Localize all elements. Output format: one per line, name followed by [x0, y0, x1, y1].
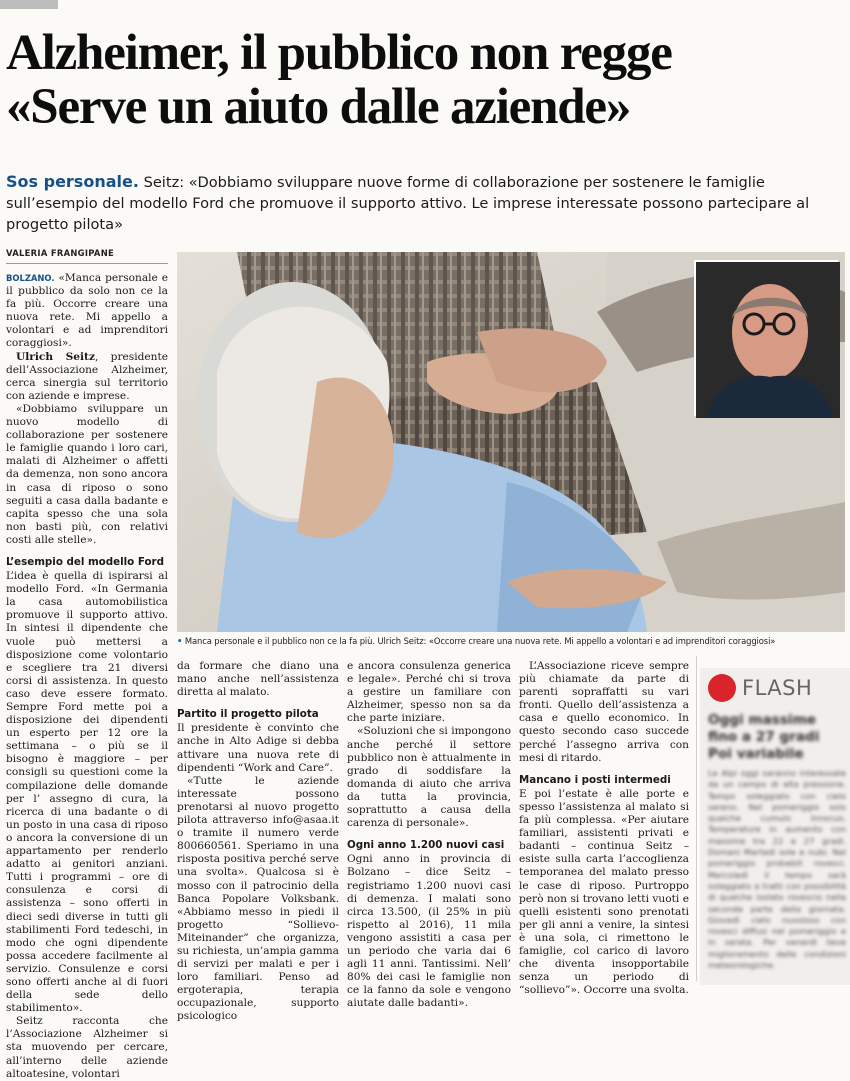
article-column-4: [519, 660, 689, 997]
paragraph: E poi l’estate è alle porte e spesso l’assistenza al malato si fa più complessa. «Per aiutare familiari, assistenti privati e badanti – continua Seitz – esiste sulla carta l’accoglienza temporanea del malato presso le case di riposo. Purtroppo però non si trovano letti vuoti e quelli esistenti sono prenotati per gli anni a venire, la sintesi è una sola, ci rimettono le famiglie, col carico di lavoro che diventa insopportabile senza un periodo di “sollievo”». Occorre una svolta.: [519, 787, 689, 997]
subheadline: [6, 171, 842, 235]
paragraph: Il presidente è convinto che anche in Alto Adige si debba attivare una nuova rete di dipendenti “Work and Care”.: [177, 722, 339, 774]
article-photo: [177, 252, 845, 632]
flash-news-box: [700, 668, 850, 985]
subheadline-kicker: Sos personale.: [6, 172, 139, 191]
paragraph: Ulrich Seitz, presidente dell’Associazione Alzheimer, cerca sinergia sul territorio con aziende e imprese.: [6, 350, 168, 402]
paragraph: «Soluzioni che si impongono anche perché il settore pubblico non è attualmente in grado di soddisfare la domanda di aiuto che arriva da tutta la provincia, soprattutto a causa della carenza di personale».: [347, 725, 511, 830]
flash-label: FLASH: [742, 676, 813, 700]
paragraph: L’idea è quella di ispirarsi al modello Ford. «In Germania la casa automobilistica promuove il supporto attivo. In sintesi il dipendente che vuole può mettersi a disposizione come volontario e scegliere tra 21 diversi corsi di assistenza. In questo caso deve essere formato. Sempre Ford mette poi a disposizione dei dipendenti un esperto per 12 ore la settimana – o più se il bisogno è maggiore – per consigli su questioni come la compilazione delle domande per l’ assegno di cura, la ricerca di una badante o di un posto in una casa di riposo o ancora la conversione di un appartamento per renderlo adatto ai genitori anziani. Tutti i programmi – ore di consulenza e corsi di assistenza – sono offerti in dieci sedi diverse in tutti gli stabilimenti Ford tedeschi, in modo che ogni dipendente possa accedere facilmente al servizio. Consulenze e corsi sono offerti anche al di fuori della sede dello stabilimento».: [6, 570, 168, 1015]
section-heading: L’esempio del modello Ford: [6, 555, 164, 568]
ulrich-seitz-portrait: [696, 262, 840, 418]
article-column-3: [347, 660, 511, 1010]
paragraph: «Tutte le aziende interessate possono prenotarsi al nuovo progetto pilota attraverso info@asaa.it o tramite il numero verde 800660561. Speriamo in una risposta positiva perché serve una svolta». Qualcosa si è mosso con il patrocinio della Banca Popolare Volksbank. «Abbiamo messo in piedi il progetto “Sollievo-Miteinander” che organizza, su richiesta, un’ampia gamma di servizi per malati e per i loro familiari. Penso ad ergoterapia, terapia occupazionale, supporto psicologico: [177, 774, 339, 1023]
section-tab: [0, 0, 58, 9]
headline: [6, 26, 846, 134]
paragraph: e ancora consulenza generica e legale». Perché chi si trova a gestire un familiare con Alzheimer, spesso non sa da che parte iniziare.: [347, 660, 511, 725]
paragraph: Ogni anno in provincia di Bolzano – dice Seitz – registriamo 1.200 nuovi casi di demenza. I malati sono circa 13.500, (il 25% in più rispetto al 2016), 11 mila vengono assistiti a casa per un periodo che varia dai 6 agli 11 anni. Tantissimi. Nell’ 80% dei casi le famiglie non ce la fanno da sole e vengono aiutate dalle badanti».: [347, 853, 511, 1010]
flash-body: Le Alpi oggi saranno interessate da un campo di alta pressione. Tempo soleggiato con cielo sereno. Nel pomeriggio solo qualche cumulo innocuo. Temperature in aumento con massime tra 22 e 27 gradi. Domani Martedì sole e nubi. Nel pomeriggio probabili rovesci. Mercoledì il tempo sarà soleggiato a tratti con possibilità di qualche isolato rovescio nella seconda parte della giornata. Giovedì cielo nuvoloso con rovesci diffusi nel pomeriggio e in serata. Per venerdì lieve miglioramento delle condizioni meteorologiche.: [708, 768, 846, 971]
paragraph: L’Associazione riceve sempre più chiamate da parte di parenti sopraffatti su vari fronti. Quello dell’assistenza a casa e quello economico. In questo secondo caso succede perché l’assegno arriva con mesi di ritardo.: [519, 660, 689, 764]
portrait-inset: [694, 260, 838, 416]
paragraph: da formare che diano una mano anche nell’assistenza diretta al malato.: [177, 660, 339, 699]
byline: VALERIA FRANGIPANE: [6, 248, 168, 264]
dateline: BOLZANO.: [6, 273, 55, 283]
paragraph: BOLZANO. «Manca personale e il pubblico da solo non ce la fa più. Occorre creare una nuova rete. Mi appello a volontari e ad imprenditori coraggiosi».: [6, 272, 168, 350]
paragraph: Seitz racconta che l’Associazione Alzheimer si sta muovendo per cercare, all’interno delle aziende altoatesine, volontari: [6, 1015, 168, 1080]
column-divider: [696, 656, 697, 981]
person-name: Ulrich Seitz: [16, 350, 95, 363]
section-heading: Partito il progetto pilota: [177, 708, 319, 721]
article-column-1: [6, 272, 168, 1081]
paragraph: «Dobbiamo sviluppare un nuovo modello di collaborazione per sostenere le famiglie quando i loro cari, malati di Alzheimer o affetti da demenza, non sono ancora in casa di riposo o sono seguiti a casa dalla badante e capita spesso che una sola non basti più, con relativi costi alle stelle».: [6, 402, 168, 546]
flash-title: Oggi massime fino a 27 gradi Poi variabile: [708, 712, 820, 762]
section-heading: Mancano i posti intermedi: [519, 773, 671, 786]
headline-line-1: Alzheimer, il pubblico non regge: [6, 25, 672, 81]
flash-logo-icon: [708, 674, 736, 702]
photo-caption: • Manca personale e il pubblico non ce la fa più. Ulrich Seitz: «Occorre creare una nuova rete. Mi appello a volontari e ad imprenditori coraggiosi»: [177, 636, 776, 646]
section-heading: Ogni anno 1.200 nuovi casi: [347, 839, 505, 852]
article-column-2: [177, 660, 339, 1024]
subheadline-text: Seitz: «Dobbiamo sviluppare nuove forme di collaborazione per sostenere le famiglie sull’esempio del modello Ford che promuove il supporto attivo. Le imprese interessate possono partecipare al progetto pilota»: [6, 174, 810, 233]
headline-line-2: «Serve un aiuto dalle aziende»: [6, 79, 631, 135]
caption-bullet: •: [177, 636, 183, 646]
